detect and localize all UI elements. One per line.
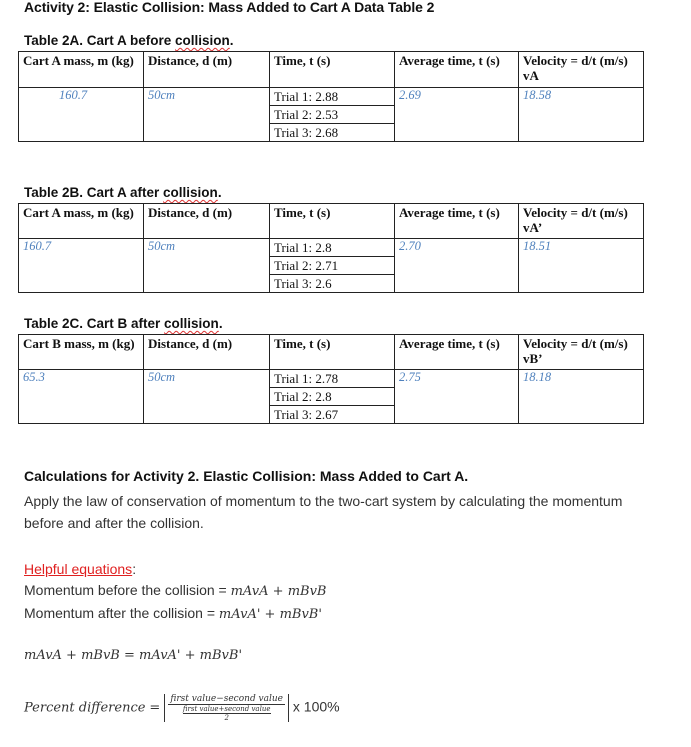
trial-2: Trial 2: 2.71 bbox=[270, 257, 394, 275]
header-mass: Cart A mass, m (kg) bbox=[19, 52, 144, 88]
trial-1: Trial 1: 2.88 bbox=[270, 88, 394, 106]
cell-trials bbox=[270, 239, 395, 293]
table-2c-caption-suffix: . bbox=[218, 316, 223, 331]
momentum-after-line bbox=[24, 605, 322, 622]
calculations-paragraph: Apply the law of conservation of momentum to the two-cart system by calculating the momentum before and after the collision. bbox=[24, 493, 623, 531]
cell-trials bbox=[270, 370, 395, 424]
cell-average-time: 2.69 bbox=[395, 88, 519, 142]
cell-distance: 50cm bbox=[144, 370, 270, 424]
header-distance: Distance, d (m) bbox=[144, 335, 270, 370]
times-100: x 100% bbox=[292, 698, 340, 715]
header-average-time: Average time, t (s) bbox=[395, 52, 519, 88]
header-mass: Cart B mass, m (kg) bbox=[19, 335, 144, 370]
cell-mass: 65.3 bbox=[19, 370, 144, 424]
percent-difference-label: Percent difference bbox=[24, 700, 146, 716]
table-2b bbox=[18, 203, 644, 293]
header-distance: Distance, d (m) bbox=[144, 52, 270, 88]
trial-2: Trial 2: 2.8 bbox=[270, 388, 394, 406]
trial-1: Trial 1: 2.78 bbox=[270, 370, 394, 388]
fraction-numerator: first value−second value bbox=[170, 694, 284, 704]
table-2a-caption-prefix: Table 2A. Cart A before bbox=[24, 33, 176, 48]
header-mass: Cart A mass, m (kg) bbox=[19, 204, 144, 239]
cell-velocity: 18.51 bbox=[519, 239, 644, 293]
trial-1: Trial 1: 2.8 bbox=[270, 239, 394, 257]
table-2a-caption-word: collision bbox=[175, 33, 230, 48]
cell-average-time: 2.75 bbox=[395, 370, 519, 424]
helpful-equations-colon: : bbox=[132, 561, 137, 577]
cell-velocity: 18.18 bbox=[519, 370, 644, 424]
header-velocity: Velocity = d/t (m/s) vA bbox=[519, 52, 644, 88]
table-2a-caption bbox=[24, 33, 234, 48]
trial-2: Trial 2: 2.53 bbox=[270, 106, 394, 124]
fraction-denominator bbox=[168, 705, 285, 722]
table-2b-caption bbox=[24, 185, 222, 200]
momentum-after-formula: mAvA' + mBvB' bbox=[218, 607, 322, 622]
percent-fraction bbox=[168, 694, 285, 722]
trial-3: Trial 3: 2.67 bbox=[274, 407, 339, 422]
cell-average-time: 2.70 bbox=[395, 239, 519, 293]
header-average-time: Average time, t (s) bbox=[395, 335, 519, 370]
calculations-heading: Calculations for Activity 2. Elastic Collision: Mass Added to Cart A. bbox=[24, 468, 469, 484]
trial-3: Trial 3: 2.6 bbox=[274, 276, 332, 291]
table-2b-caption-prefix: Table 2B. Cart A after bbox=[24, 185, 164, 200]
table-2c-caption-word: collision bbox=[164, 316, 219, 331]
table-2a-caption-suffix: . bbox=[229, 33, 234, 48]
cell-mass: 160.7 bbox=[19, 239, 144, 293]
table-2c-caption bbox=[24, 316, 223, 331]
cell-trials bbox=[270, 88, 395, 142]
cell-velocity: 18.58 bbox=[519, 88, 644, 142]
momentum-before-formula: mAvA + mBvB bbox=[230, 584, 327, 599]
momentum-before-label: Momentum before the collision = bbox=[24, 582, 231, 598]
absolute-value-bars bbox=[164, 694, 289, 722]
helpful-equations-line bbox=[24, 561, 136, 577]
percent-difference-formula: Percent difference = first value−second value first value+second value 2 x 100% bbox=[24, 694, 340, 722]
header-time: Time, t (s) bbox=[270, 335, 395, 370]
header-distance: Distance, d (m) bbox=[144, 204, 270, 239]
table-2c-caption-prefix: Table 2C. Cart B after bbox=[24, 316, 165, 331]
momentum-before-line bbox=[24, 582, 326, 599]
header-velocity: Velocity = d/t (m/s) vB’ bbox=[519, 335, 644, 370]
conservation-equation: mAvA + mBvB = mAvA' + mBvB' bbox=[24, 648, 243, 663]
cell-distance: 50cm bbox=[144, 88, 270, 142]
header-time: Time, t (s) bbox=[270, 52, 395, 88]
fraction-denominator-bottom: 2 bbox=[224, 714, 229, 722]
cell-distance: 50cm bbox=[144, 239, 270, 293]
header-average-time: Average time, t (s) bbox=[395, 204, 519, 239]
table-2a bbox=[18, 51, 644, 142]
trial-3: Trial 3: 2.68 bbox=[274, 125, 339, 140]
fraction-denominator-top: first value+second value bbox=[182, 705, 271, 713]
page-title: Activity 2: Elastic Collision: Mass Added to Cart A Data Table 2 bbox=[24, 0, 435, 15]
momentum-after-label: Momentum after the collision = bbox=[24, 605, 219, 621]
helpful-equations-link[interactable]: Helpful equations bbox=[24, 561, 133, 577]
header-time: Time, t (s) bbox=[270, 204, 395, 239]
table-2c bbox=[18, 334, 644, 424]
header-velocity: Velocity = d/t (m/s) vA’ bbox=[519, 204, 644, 239]
cell-mass: 160.7 bbox=[19, 88, 144, 142]
table-2b-caption-word: collision bbox=[163, 185, 218, 200]
table-2b-caption-suffix: . bbox=[217, 185, 222, 200]
